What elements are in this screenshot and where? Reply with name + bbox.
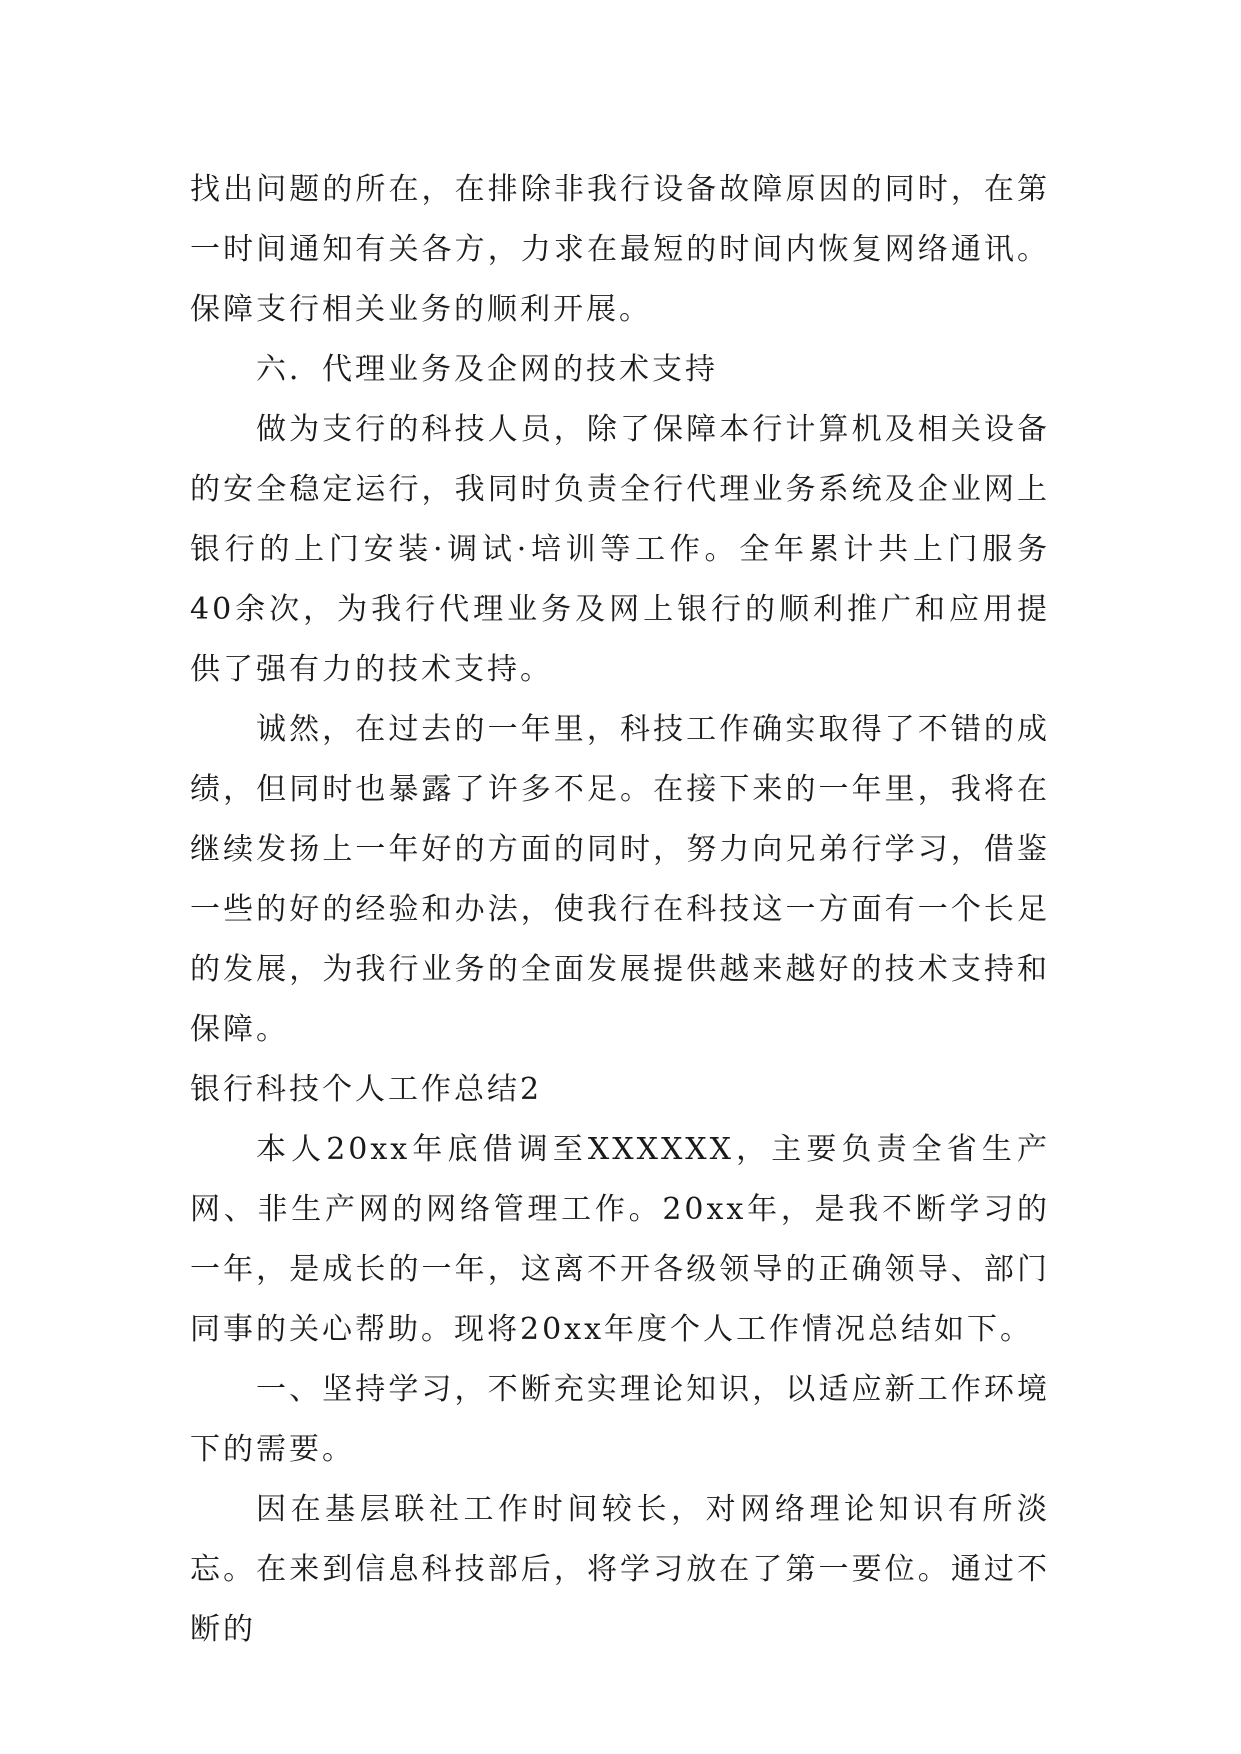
paragraph-conclusion: 诚然，在过去的一年里，科技工作确实取得了不错的成绩，但同时也暴露了许多不足。在接下来的一年里，我将在继续发扬上一年好的方面的同时，努力向兄弟行学习，借鉴一些的好的经验和办法，使我行在科技这一方面有一个长足的发展，为我行业务的全面发展提供越来越好的技术支持和保障。 xyxy=(190,712,1050,1047)
document-title-2: 银行科技个人工作总结2 xyxy=(190,1072,543,1107)
section-heading-one: 一、坚持学习，不断充实理论知识，以适应新工作环境下的需要。 xyxy=(190,1372,1050,1467)
document-body xyxy=(190,160,1050,1660)
section-heading-six: 六．代理业务及企网的技术支持 xyxy=(256,352,718,387)
paragraph-tech-support: 做为支行的科技人员，除了保障本行计算机及相关设备的安全稳定运行，我同时负责全行代理业务系统及企业网上银行的上门安装·调试·培训等工作。全年累计共上门服务40余次，为我行代理业务及网上银行的顺利推广和应用提供了强有力的技术支持。 xyxy=(190,412,1050,687)
paragraph-intro: 本人20xx年底借调至XXXXXX，主要负责全省生产网、非生产网的网络管理工作。20xx年，是我不断学习的一年，是成长的一年，这离不开各级领导的正确领导、部门同事的关心帮助。现将20xx年度个人工作情况总结如下。 xyxy=(190,1132,1050,1347)
paragraph-study: 因在基层联社工作时间较长，对网络理论知识有所淡忘。在来到信息科技部后，将学习放在了第一要位。通过不断的 xyxy=(190,1492,1050,1647)
paragraph-continuation: 找出问题的所在，在排除非我行设备故障原因的同时，在第一时间通知有关各方，力求在最短的时间内恢复网络通讯。保障支行相关业务的顺利开展。 xyxy=(190,172,1050,327)
